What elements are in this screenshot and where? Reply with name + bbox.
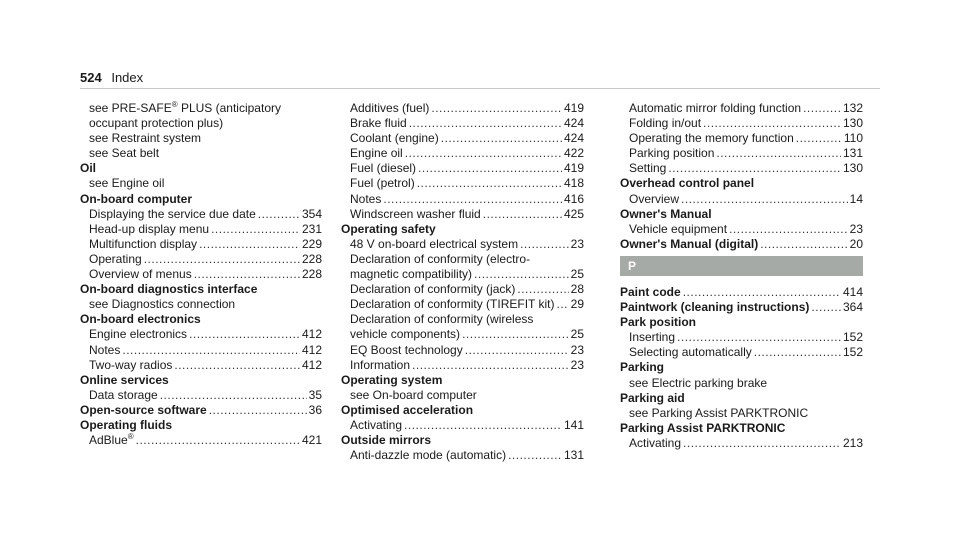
- page-reference: 132: [842, 101, 863, 115]
- dot-leader: [474, 267, 569, 282]
- dot-leader: [796, 131, 842, 146]
- entry-text: vehicle components): [350, 327, 461, 342]
- entry-text: Multifunction display: [89, 236, 198, 251]
- page-reference: 412: [301, 327, 322, 342]
- dot-leader: [681, 192, 848, 207]
- index-entry: [80, 297, 322, 312]
- index-heading: [80, 403, 322, 418]
- entry-text: magnetic compatibility): [350, 267, 473, 282]
- page-reference: 130: [842, 161, 863, 176]
- index-entry: [341, 327, 584, 342]
- dot-leader: [412, 358, 569, 373]
- entry-text: Outside mirrors: [341, 433, 432, 448]
- entry-text: Operating: [89, 251, 142, 266]
- dot-leader: [160, 388, 307, 403]
- entry-text: Two-way radios: [89, 357, 173, 372]
- index-entry: [620, 406, 863, 421]
- index-heading: [620, 315, 863, 330]
- dot-leader: [668, 161, 841, 176]
- page-reference: 23: [570, 357, 584, 372]
- dot-leader: [517, 282, 568, 297]
- index-entry: [341, 358, 584, 373]
- entry-text: Overhead control panel: [620, 176, 755, 191]
- page-reference: 110: [843, 131, 863, 146]
- page-reference: 36: [308, 402, 322, 417]
- page-reference: 25: [570, 327, 584, 342]
- section-letter-bar: [620, 256, 863, 276]
- index-heading: [80, 161, 322, 176]
- entry-text: Selecting automatically: [629, 345, 752, 360]
- index-entry: [620, 345, 863, 360]
- dot-leader: [122, 343, 300, 358]
- entry-text: Head-up display menu: [89, 221, 210, 236]
- index-entry: [80, 101, 322, 116]
- entry-text: Optimised acceleration: [341, 402, 474, 417]
- entry-text: Fuel (diesel): [350, 161, 417, 176]
- entry-text: Activating: [350, 417, 403, 432]
- entry-text: Operating fluids: [80, 417, 173, 432]
- dot-leader: [418, 161, 562, 176]
- dot-leader: [136, 433, 300, 448]
- index-entry: [620, 131, 863, 146]
- index-entry: [80, 433, 322, 448]
- index-entry: [620, 161, 863, 176]
- index-entry: [341, 192, 584, 207]
- entry-text: Anti-dazzle mode (automatic): [350, 448, 507, 463]
- index-entry: [80, 252, 322, 267]
- index-column-2: [341, 101, 584, 463]
- index-entry: [620, 146, 863, 161]
- entry-text: Paintwork (cleaning instructions): [620, 300, 810, 315]
- entry-text: Paint code: [620, 284, 681, 299]
- dot-leader: [811, 300, 841, 315]
- index-column-1: [80, 101, 322, 448]
- dot-leader: [431, 101, 562, 116]
- index-entry: [80, 222, 322, 237]
- page-reference: 20: [849, 236, 863, 251]
- index-heading: [620, 176, 863, 191]
- index-entry: [80, 343, 322, 358]
- entry-text: Oil: [80, 161, 97, 176]
- index-entry: [341, 252, 584, 267]
- entry-text: Inserting: [629, 330, 676, 345]
- entry-text: Automatic mirror folding function: [629, 101, 802, 115]
- index-entry: [341, 101, 584, 116]
- dot-leader: [520, 237, 569, 252]
- entry-text: Engine electronics: [89, 327, 188, 342]
- index-entry: [80, 388, 322, 403]
- dot-leader: [404, 418, 562, 433]
- entry-text: Park position: [620, 315, 697, 330]
- index-entry: [341, 146, 584, 161]
- index-heading: [620, 300, 863, 315]
- index-entry: [80, 267, 322, 282]
- page-reference: 23: [570, 342, 584, 357]
- page-reference: 35: [308, 387, 322, 402]
- entry-text: Owner's Manual: [620, 206, 712, 221]
- index-entry: [341, 448, 584, 463]
- dot-leader: [211, 222, 300, 237]
- page-reference: 152: [842, 330, 863, 345]
- dot-leader: [703, 116, 841, 131]
- index-heading: [80, 418, 322, 433]
- dot-leader: [760, 237, 847, 252]
- entry-text: Setting: [629, 161, 667, 176]
- index-entry: [341, 116, 584, 131]
- index-heading: [620, 207, 863, 222]
- entry-text: Information: [350, 357, 411, 372]
- dot-leader: [189, 327, 300, 342]
- index-heading: [620, 237, 863, 252]
- index-entry: [80, 146, 322, 161]
- dot-leader: [683, 436, 841, 451]
- index-heading: [80, 192, 322, 207]
- index-entry: [80, 207, 322, 222]
- page-reference: 23: [570, 236, 584, 251]
- index-heading: [620, 285, 863, 300]
- dot-leader: [683, 285, 841, 300]
- page-reference: 424: [563, 131, 584, 146]
- index-entry: [341, 343, 584, 358]
- page-reference: 228: [301, 251, 322, 266]
- entry-text: see Seat belt: [89, 146, 160, 161]
- index-heading: [80, 373, 322, 388]
- index-entry: [620, 436, 863, 451]
- index-entry: [341, 297, 584, 312]
- page-reference: 229: [301, 236, 322, 251]
- dot-leader: [174, 358, 300, 373]
- page-reference: 412: [301, 342, 322, 357]
- entry-text: Activating: [629, 435, 682, 450]
- index-column-3-bottom: [620, 285, 863, 451]
- entry-text: see Restraint system: [89, 131, 202, 146]
- page-reference: 231: [301, 221, 322, 236]
- entry-text: Overview: [629, 191, 680, 206]
- entry-text: Open-source software: [80, 402, 207, 417]
- dot-leader: [462, 327, 569, 342]
- index-entry: [80, 116, 322, 131]
- index-entry: [80, 176, 322, 191]
- page-reference: 213: [842, 435, 863, 450]
- entry-text: 48 V on-board electrical system: [350, 236, 519, 251]
- entry-text: Operating system: [341, 372, 443, 387]
- page-section-title: Index: [111, 70, 144, 85]
- entry-text: Declaration of conformity (electro-: [350, 251, 531, 266]
- entry-text: Overview of menus: [89, 267, 192, 282]
- index-entry: [341, 418, 584, 433]
- page-reference: 419: [563, 161, 584, 176]
- entry-text: Operating safety: [341, 221, 436, 236]
- dot-leader: [677, 330, 841, 345]
- entry-text: see Diagnostics connection: [89, 297, 236, 312]
- entry-text: Operating the memory function: [629, 131, 794, 146]
- index-entry: [620, 116, 863, 131]
- entry-text: Parking Assist PARKTRONIC: [620, 420, 786, 435]
- entry-text: On-board computer: [80, 191, 193, 206]
- page-reference: 28: [570, 282, 584, 297]
- entry-text: see Parking Assist PARKTRONIC: [629, 405, 809, 420]
- dot-leader: [483, 207, 562, 222]
- index-entry: [341, 282, 584, 297]
- dot-leader: [803, 101, 841, 116]
- entry-text: EQ Boost technology: [350, 342, 463, 357]
- page-number: 524: [80, 70, 102, 85]
- page-reference: 23: [849, 221, 863, 236]
- index-entry: [341, 267, 584, 282]
- index-entry: [341, 388, 584, 403]
- entry-text: Data storage: [89, 387, 158, 402]
- entry-text: Notes: [89, 342, 121, 357]
- page-reference: 425: [563, 206, 584, 221]
- index-entry: [620, 376, 863, 391]
- entry-text: Notes: [350, 191, 382, 206]
- index-heading: [620, 360, 863, 375]
- dot-leader: [209, 403, 307, 418]
- entry-text: see On-board computer: [350, 387, 477, 402]
- entry-text: Windscreen washer fluid: [350, 206, 481, 221]
- index-heading: [620, 421, 863, 436]
- page-reference: 228: [301, 267, 322, 282]
- dot-leader: [199, 237, 300, 252]
- page-reference: 131: [842, 146, 863, 161]
- dot-leader: [194, 267, 300, 282]
- dot-leader: [405, 146, 562, 161]
- index-entry: [341, 207, 584, 222]
- index-entry: [341, 161, 584, 176]
- entry-text: Vehicle equipment: [629, 221, 728, 236]
- index-heading: [341, 222, 584, 237]
- dot-leader: [417, 176, 562, 191]
- index-entry: [341, 131, 584, 146]
- entry-text: Declaration of conformity (wireless: [350, 312, 534, 327]
- entry-text: On-board diagnostics interface: [80, 282, 258, 297]
- page-reference: 131: [563, 448, 584, 463]
- index-entry: [341, 237, 584, 252]
- dot-leader: [383, 192, 562, 207]
- index-entry: [620, 222, 863, 237]
- dot-leader: [557, 297, 569, 312]
- page-reference: 414: [842, 284, 863, 299]
- index-heading: [80, 282, 322, 297]
- section-letter: P: [628, 258, 637, 273]
- registered-mark: ®: [171, 100, 178, 109]
- page-reference: 152: [842, 345, 863, 360]
- page-reference: 416: [563, 191, 584, 206]
- index-heading: [341, 433, 584, 448]
- page-reference: 421: [301, 433, 322, 448]
- registered-mark: ®: [127, 432, 134, 442]
- entry-text: Parking aid: [620, 390, 685, 405]
- entry-text: Additives (fuel): [350, 101, 430, 115]
- entry-text: Coolant (engine): [350, 131, 439, 146]
- index-heading: [341, 403, 584, 418]
- header-divider: [80, 88, 880, 89]
- page-reference: 418: [563, 176, 584, 191]
- page-reference: 25: [570, 267, 584, 282]
- entry-text: Folding in/out: [629, 116, 702, 131]
- entry-text: occupant protection plus): [89, 116, 224, 131]
- dot-leader: [508, 448, 562, 463]
- entry-text: Engine oil: [350, 146, 403, 161]
- page-reference: 424: [563, 116, 584, 131]
- dot-leader: [465, 343, 569, 358]
- entry-text: see Electric parking brake: [629, 375, 768, 390]
- index-entry: [341, 176, 584, 191]
- entry-text: Fuel (petrol): [350, 176, 415, 191]
- dot-leader: [144, 252, 300, 267]
- entry-text: Parking position: [629, 146, 715, 161]
- entry-text: Owner's Manual (digital): [620, 236, 759, 251]
- index-entry: [80, 358, 322, 373]
- page-reference: 29: [570, 297, 584, 312]
- index-entry: [620, 330, 863, 345]
- dot-leader: [716, 146, 841, 161]
- page-header: [80, 70, 143, 85]
- entry-text: Declaration of conformity (TIREFIT kit): [350, 297, 555, 312]
- dot-leader: [754, 345, 841, 360]
- page-reference: 14: [849, 191, 863, 206]
- dot-leader: [441, 131, 562, 146]
- index-heading: [341, 373, 584, 388]
- entry-text: Brake fluid: [350, 116, 407, 131]
- entry-text: Online services: [80, 372, 169, 387]
- page-reference: 364: [842, 300, 863, 315]
- entry-text: see Engine oil: [89, 176, 165, 191]
- entry-text: Declaration of conformity (jack): [350, 282, 516, 297]
- index-entry: [620, 101, 863, 116]
- page-reference: 412: [301, 357, 322, 372]
- entry-text: Displaying the service due date: [89, 206, 256, 221]
- index-entry: [620, 192, 863, 207]
- index-heading: [620, 391, 863, 406]
- dot-leader: [729, 222, 848, 237]
- entry-text: see PRE-SAFE® PLUS (anticipatory: [89, 100, 281, 115]
- entry-text: On-board electronics: [80, 312, 201, 327]
- page-reference: 354: [301, 206, 322, 221]
- index-heading: [80, 312, 322, 327]
- index-column-3-top: [620, 101, 863, 252]
- index-entry: [80, 327, 322, 342]
- dot-leader: [409, 116, 562, 131]
- entry-text: Parking: [620, 360, 665, 375]
- page-reference: 130: [842, 116, 863, 131]
- page-reference: 419: [563, 101, 584, 115]
- page-reference: 141: [563, 417, 584, 432]
- page-reference: 422: [563, 146, 584, 161]
- entry-text: AdBlue®: [89, 432, 134, 448]
- index-entry: [80, 237, 322, 252]
- index-column-3: [620, 101, 863, 451]
- index-entry: [80, 131, 322, 146]
- dot-leader: [258, 207, 300, 222]
- index-entry: [341, 312, 584, 327]
